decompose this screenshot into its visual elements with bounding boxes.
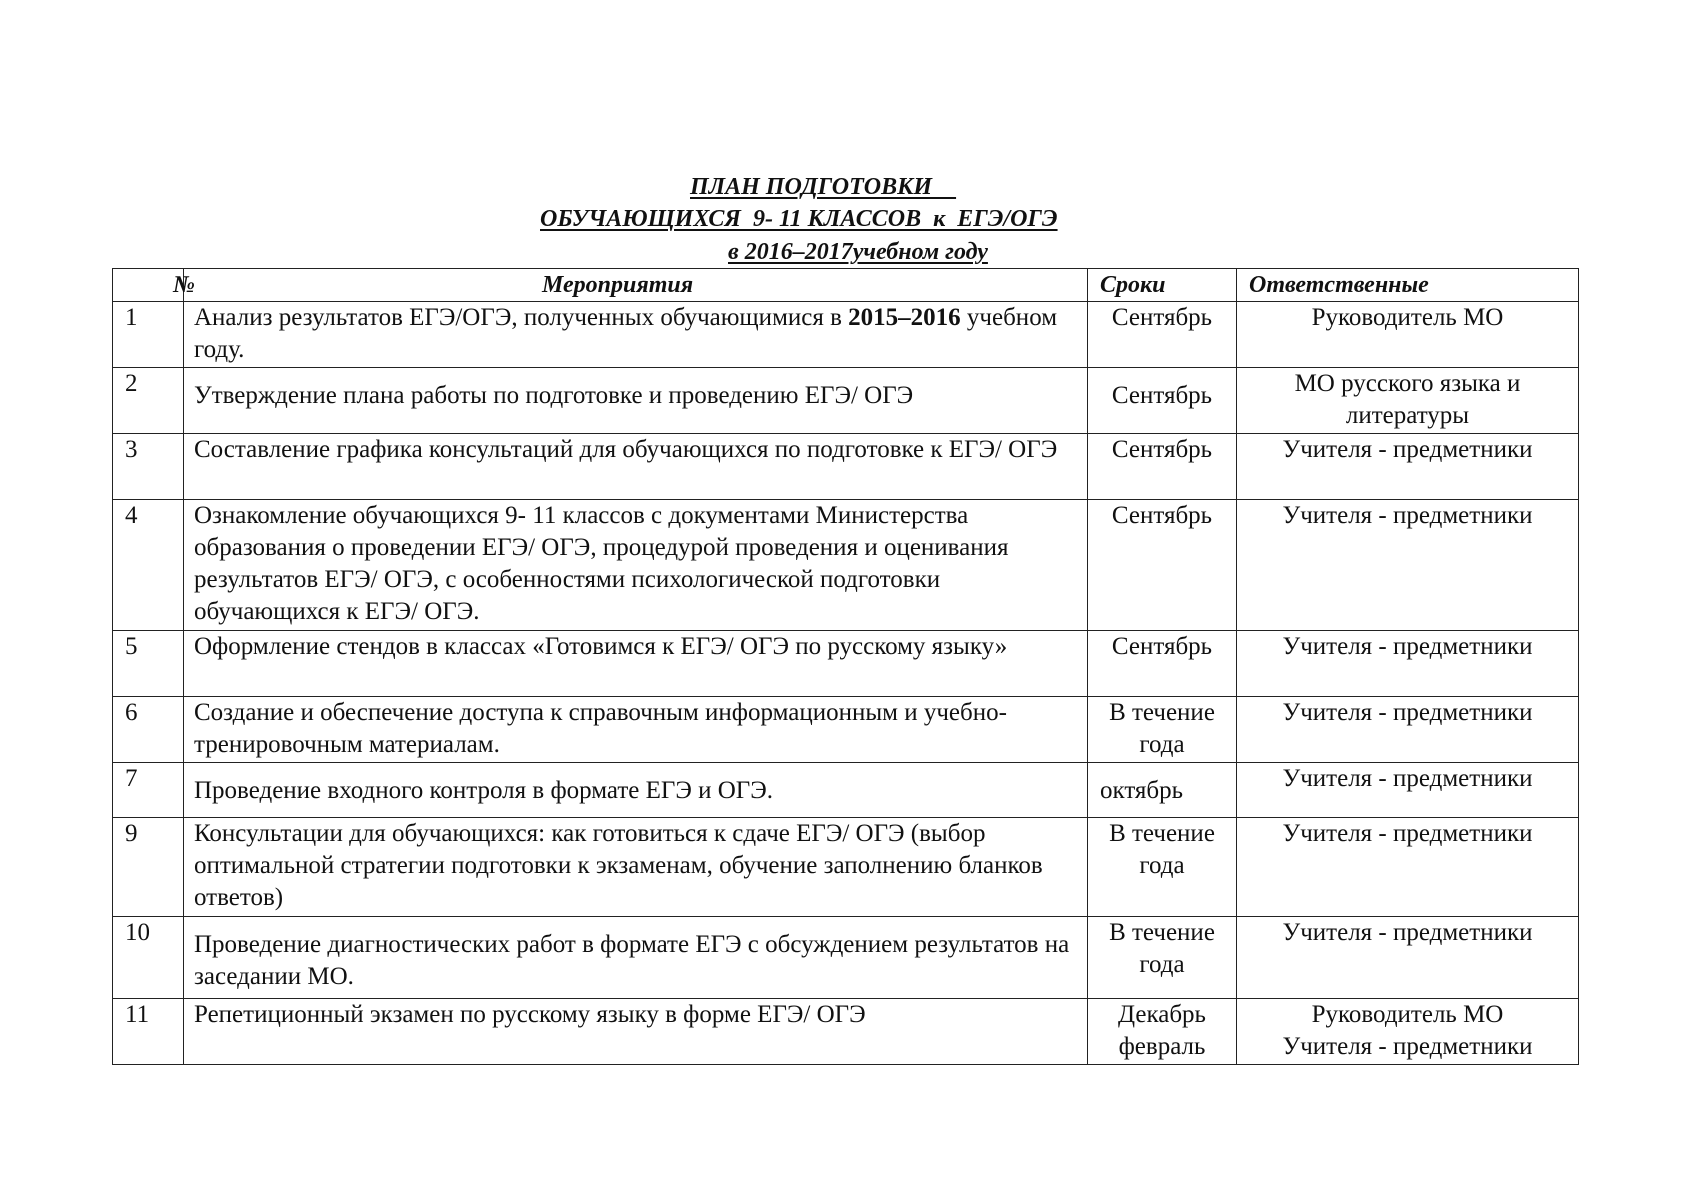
table-row [113, 631, 1579, 697]
row-activity: Проведение диагностических работ в формате ЕГЭ с обсуждением результатов на заседании МО. [184, 917, 1088, 999]
header-term: Сроки [1088, 269, 1237, 302]
table-row [113, 917, 1579, 999]
row-responsible: Учителя - предметники [1237, 500, 1579, 631]
row-responsible: Руководитель МО [1237, 302, 1579, 368]
title-line-2: ОБУЧАЮЩИХСЯ 9- 11 КЛАССОВ к ЕГЭ/ОГЭ [540, 206, 1058, 232]
table-row [113, 763, 1579, 818]
row-responsible: МО русского языка и литературы [1237, 368, 1579, 434]
row-responsible: Учителя - предметники [1237, 434, 1579, 500]
row-number: 10 [113, 917, 184, 999]
term-line: февраль [1118, 1033, 1206, 1060]
row-activity: Составление графика консультаций для обучающихся по подготовке к ЕГЭ/ ОГЭ [184, 434, 1088, 500]
row-activity [184, 302, 1088, 368]
row-responsible: Учителя - предметники [1237, 917, 1579, 999]
table-header-row [113, 269, 1579, 302]
row-term: октябрь [1088, 763, 1237, 818]
activity-text: учебном году. [194, 304, 1058, 363]
header-responsible: Ответственные [1237, 269, 1579, 302]
row-term [1088, 999, 1237, 1065]
row-responsible: Учителя - предметники [1237, 697, 1579, 763]
table-row [113, 500, 1579, 631]
row-number: 11 [113, 999, 184, 1065]
row-number: 9 [113, 818, 184, 917]
row-term: Сентябрь [1088, 302, 1237, 368]
row-responsible: Учителя - предметники [1237, 631, 1579, 697]
row-activity: Консультации для обучающихся: как готовиться к сдаче ЕГЭ/ ОГЭ (выбор оптимальной стратегии подготовки к экзаменам, обучение заполнению бланков ответов) [184, 818, 1088, 917]
table-row [113, 434, 1579, 500]
table-row [113, 697, 1579, 763]
row-activity: Репетиционный экзамен по русскому языку в форме ЕГЭ/ ОГЭ [184, 999, 1088, 1065]
table-row [113, 818, 1579, 917]
row-number: 3 [113, 434, 184, 500]
row-activity: Ознакомление обучающихся 9- 11 классов с документами Министерства образования о проведении ЕГЭ/ ОГЭ, процедурой проведения и оценивания результатов ЕГЭ/ ОГЭ, с особенностями психологической подготовки обучающихся к ЕГЭ/ ОГЭ. [184, 500, 1088, 631]
table-row [113, 999, 1579, 1065]
row-number: 6 [113, 697, 184, 763]
title-line-1: ПЛАН ПОДГОТОВКИ [690, 174, 957, 200]
row-responsible: Учителя - предметники [1237, 818, 1579, 917]
row-term: Сентябрь [1088, 500, 1237, 631]
row-term: Сентябрь [1088, 368, 1237, 434]
term-line: Декабрь [1118, 1001, 1206, 1028]
row-activity: Проведение входного контроля в формате ЕГЭ и ОГЭ. [184, 763, 1088, 818]
header-activity: Мероприятия [184, 269, 1088, 302]
table-row [113, 368, 1579, 434]
title-line-3: в 2016–2017учебном году [728, 239, 988, 265]
row-term: В течение года [1088, 917, 1237, 999]
responsible-line: Руководитель МО [1311, 1001, 1504, 1028]
row-term: В течение года [1088, 818, 1237, 917]
row-number: 7 [113, 763, 184, 818]
responsible-line: Учителя - предметники [1282, 1033, 1533, 1060]
row-term: В течение года [1088, 697, 1237, 763]
table-row [113, 302, 1579, 368]
row-number: 5 [113, 631, 184, 697]
row-responsible: Учителя - предметники [1237, 763, 1579, 818]
activity-year: 2015–2016 [848, 304, 961, 331]
row-number: 2 [113, 368, 184, 434]
row-responsible [1237, 999, 1579, 1065]
activity-text: Анализ результатов ЕГЭ/ОГЭ, полученных обучающимися в [194, 304, 849, 331]
row-number: 4 [113, 500, 184, 631]
row-term: Сентябрь [1088, 631, 1237, 697]
row-activity: Утверждение плана работы по подготовке и проведению ЕГЭ/ ОГЭ [184, 368, 1088, 434]
header-num: № [113, 269, 184, 302]
plan-table [112, 268, 1579, 1065]
row-term: Сентябрь [1088, 434, 1237, 500]
row-number: 1 [113, 302, 184, 368]
row-activity: Оформление стендов в классах «Готовимся к ЕГЭ/ ОГЭ по русскому языку» [184, 631, 1088, 697]
row-activity: Создание и обеспечение доступа к справочным информационным и учебно-тренировочным материалам. [184, 697, 1088, 763]
